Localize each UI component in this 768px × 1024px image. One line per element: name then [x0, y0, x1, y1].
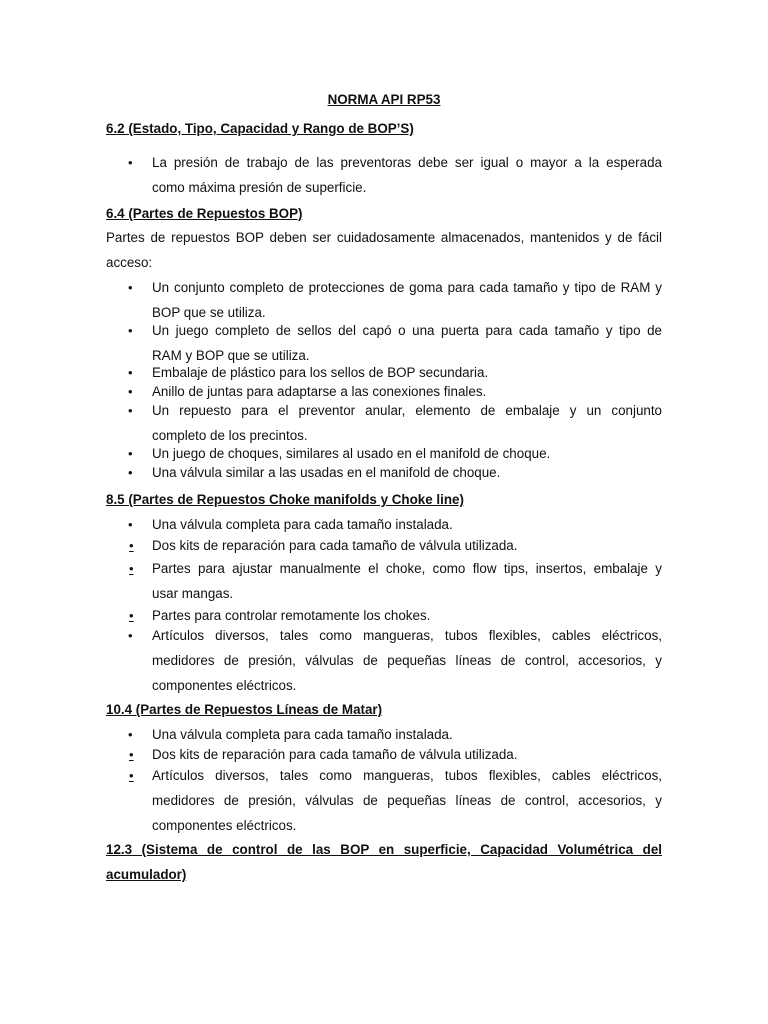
list-item: • Una válvula completa para cada tamaño instalada. [128, 517, 453, 532]
section-heading-10-4: 10.4 (Partes de Repuestos Líneas de Matar) [106, 702, 383, 717]
bullet-icon: • [128, 628, 133, 643]
list-item: • Artículos diversos, tales como mangueras, tubos flexibles, cables eléctricos, medidores de presión, válvulas de pequeñas líneas de control, accesorios, y componentes eléctricos. [129, 768, 662, 833]
document-title: NORMA API RP53 [327, 92, 441, 107]
list-item: • Un juego completo de sellos del capó o una puerta para cada tamaño y tipo de RAM y BOP que se utiliza. [128, 323, 662, 363]
bullet-icon: • [128, 727, 133, 742]
bullet-icon: • [129, 768, 134, 783]
bullet-icon: • [128, 323, 133, 338]
section-heading-6-4: 6.4 (Partes de Repuestos BOP) [106, 206, 303, 221]
bullet-icon: • [128, 365, 133, 380]
list-item: • Partes para controlar remotamente los chokes. [129, 608, 431, 623]
bullet-icon: • [128, 403, 133, 418]
list-item: • Una válvula similar a las usadas en el manifold de choque. [128, 465, 501, 480]
list-item: • Artículos diversos, tales como mangueras, tubos flexibles, cables eléctricos, medidores de presión, válvulas de pequeñas líneas de control, accesorios, y componentes eléctricos. [128, 628, 662, 693]
section-heading-8-5: 8.5 (Partes de Repuestos Choke manifolds y Choke line) [106, 492, 464, 507]
list-item: • Un conjunto completo de protecciones de goma para cada tamaño y tipo de RAM y BOP que se utiliza. [128, 280, 662, 320]
bullet-icon: • [129, 608, 134, 623]
list-item: • Partes para ajustar manualmente el choke, como flow tips, insertos, embalaje y usar mangas. [129, 561, 662, 601]
section-heading-6-2: 6.2 (Estado, Tipo, Capacidad y Rango de BOP’S) [106, 121, 414, 136]
bullet-icon: • [128, 155, 133, 170]
list-item: • Un repuesto para el preventor anular, elemento de embalaje y un conjunto completo de los precintos. [128, 403, 662, 443]
bullet-icon: • [128, 465, 133, 480]
bullet-icon: • [128, 280, 133, 295]
bullet-icon: • [128, 384, 133, 399]
list-item: • Una válvula completa para cada tamaño instalada. [128, 727, 453, 742]
list-item: • Dos kits de reparación para cada tamaño de válvula utilizada. [129, 538, 518, 553]
bullet-icon: • [129, 561, 134, 576]
list-item: • Embalaje de plástico para los sellos de BOP secundaria. [128, 365, 489, 380]
bullet-icon: • [129, 747, 134, 762]
section-heading-12-3: 12.3 (Sistema de control de las BOP en superficie, Capacidad Volumétrica del acumulador) [106, 842, 662, 882]
list-item: • La presión de trabajo de las preventoras debe ser igual o mayor a la esperada como máxima presión de superficie. [128, 155, 662, 195]
list-item: • Anillo de juntas para adaptarse a las conexiones finales. [128, 384, 487, 399]
list-item: • Un juego de choques, similares al usado en el manifold de choque. [128, 446, 551, 461]
list-item: • Dos kits de reparación para cada tamaño de válvula utilizada. [129, 747, 518, 762]
intro-paragraph: Partes de repuestos BOP deben ser cuidadosamente almacenados, mantenidos y de fácil acceso: [106, 230, 662, 270]
bullet-icon: • [128, 446, 133, 461]
bullet-icon: • [129, 538, 134, 553]
bullet-icon: • [128, 517, 133, 532]
